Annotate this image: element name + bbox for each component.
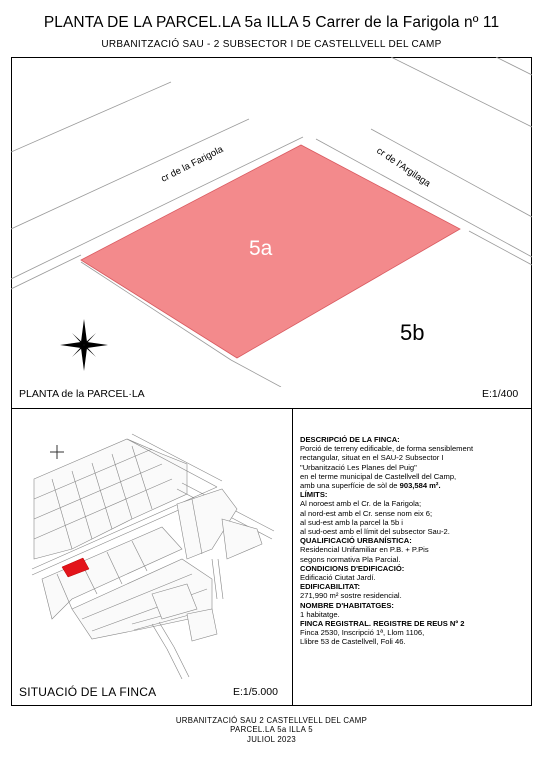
desc-line: en el terme municipal de Castellvell del Camp, <box>300 471 457 481</box>
compass-icon <box>50 445 64 459</box>
situation-label: SITUACIÓ DE LA FINCA <box>19 685 157 699</box>
desc-line: "Urbanització Les Planes del Puig" <box>300 462 417 472</box>
limits-line: Al noroest amb el Cr. de la Farigola; <box>300 499 422 509</box>
desc-area: 903,584 m². <box>399 481 441 491</box>
plan-scale: E:1/400 <box>482 388 519 400</box>
situation-divider <box>292 408 293 706</box>
street-label-argilaga: cr de l'Argilaga <box>374 145 433 190</box>
dwellings-line: 1 habitatge. <box>300 609 340 619</box>
situation-scale: E:1/5.000 <box>233 686 278 698</box>
zoning-line: segons normativa Pla Parcial. <box>300 554 401 564</box>
registry-line: Finca 2530, Inscripció 1ª, Llom 1106, <box>300 628 425 638</box>
limits-line: al sud-est amb la parcel la 5b i <box>300 517 403 527</box>
footer <box>0 716 543 744</box>
dwellings-heading: NOMBRE D'HABITATGES: <box>300 600 394 610</box>
page-title: PLANTA DE LA PARCEL.LA 5a ILLA 5 Carrer de la Farigola nº 11 <box>43 14 500 31</box>
footer-line: PARCEL.LA 5a ILLA 5 <box>230 725 313 735</box>
zoning-line: Residencial Unifamiliar en P.B. + P.Pis <box>300 545 429 555</box>
buildability-line: 271,990 m² sostre residencial. <box>300 591 402 601</box>
zoning-heading: QUALIFICACIÓ URBANÍSTICA: <box>300 536 412 546</box>
limits-line: al sud-oest amb el límit del subsector Sau-2. <box>300 527 450 537</box>
plan-label: PLANTA de la PARCEL·LA <box>19 388 145 400</box>
street-label-farigola: cr de la Farigola <box>159 143 226 185</box>
parcel-description <box>300 435 528 647</box>
footer-line: URBANITZACIÓ SAU 2 CASTELLVELL DEL CAMP <box>175 716 368 725</box>
desc-text: amb una superfície de sòl de <box>300 481 400 491</box>
desc-heading: DESCRIPCIÓ DE LA FINCA: <box>300 435 400 444</box>
limits-line: al nord-est amb el Cr. sense nom eix 6; <box>300 508 433 518</box>
parcel-5b-label: 5b <box>400 320 425 345</box>
situation-blocks <box>32 434 274 679</box>
situation-map[interactable] <box>12 409 292 679</box>
north-arrow-icon <box>60 319 108 371</box>
desc-line: Porció de terreny edificable, de forma sensiblement <box>300 444 474 454</box>
registry-line: Llibre 53 de Castellvell, Foli 46. <box>300 637 406 647</box>
registry-heading: FINCA REGISTRAL. REGISTRE DE REUS Nº 2 <box>300 619 465 629</box>
footer-line: JULIOL 2023 <box>247 734 296 744</box>
desc-line: rectangular, situat en el SAU-2 Subsector I <box>300 453 444 463</box>
parcel-plan-map[interactable] <box>11 57 532 387</box>
buildability-heading: EDIFICABILITAT: <box>300 582 361 592</box>
building-line: Edificació Ciutat Jardí. <box>300 573 376 583</box>
limits-heading: LÍMITS: <box>300 490 328 500</box>
desc-line <box>300 481 528 490</box>
page-subtitle: URBANITZACIÓ SAU - 2 SUBSECTOR I DE CASTELLVELL DEL CAMP <box>101 39 442 50</box>
building-heading: CONDICIONS D'EDIFICACIÓ: <box>300 563 405 573</box>
parcel-5a-label: 5a <box>249 237 273 260</box>
